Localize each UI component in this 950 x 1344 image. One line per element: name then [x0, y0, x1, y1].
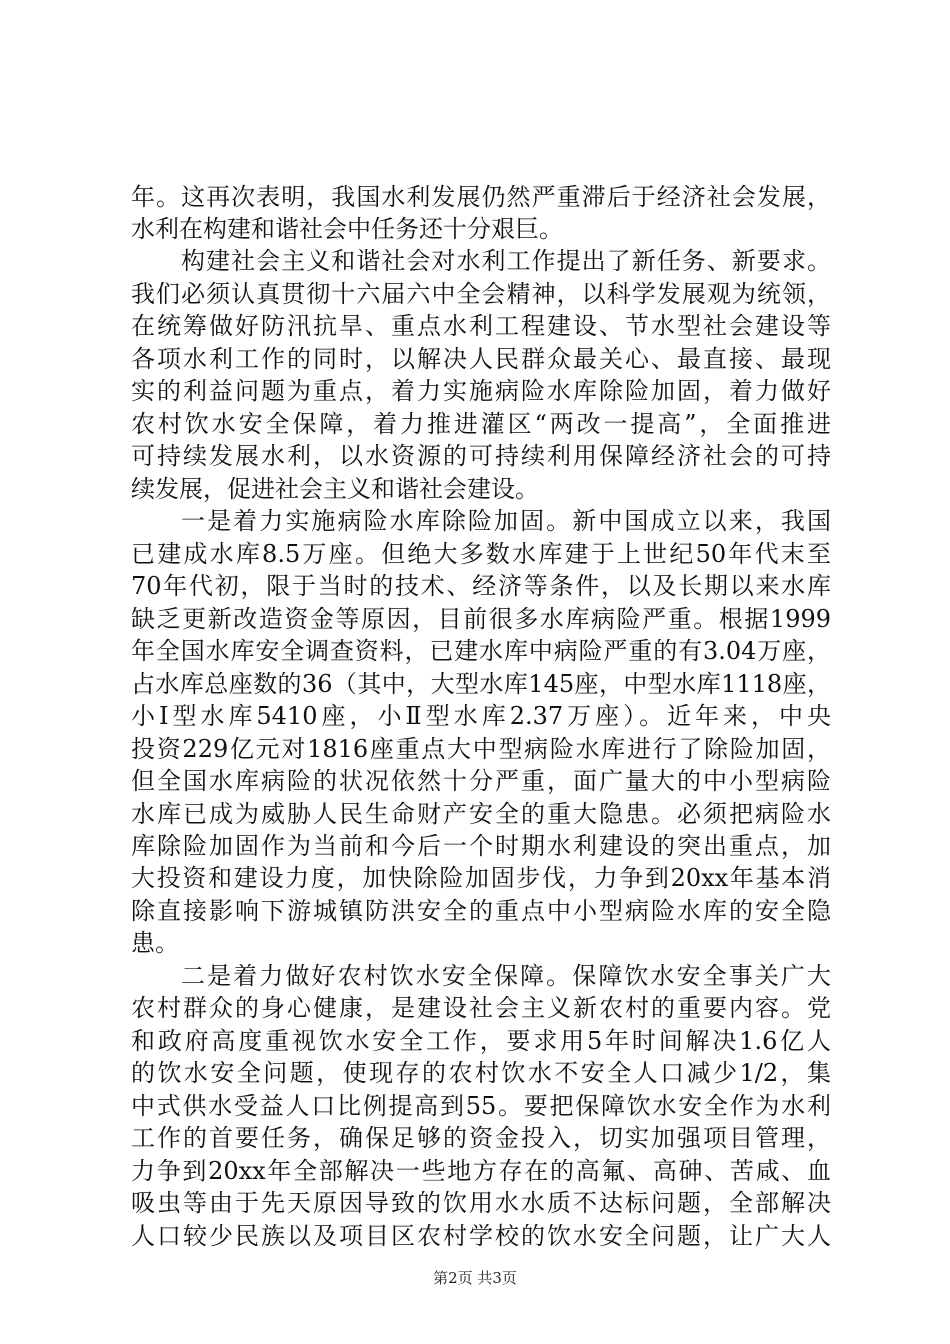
text-line: 缺乏更新改造资金等原因，目前很多水库病险严重。根据1999 — [131, 605, 831, 633]
text-line: 已建成水库8.5万座。但绝大多数水库建于上世纪50年代末至 — [131, 540, 831, 568]
text-line: 的饮水安全问题，使现存的农村饮水不安全人口减少1/2，集 — [131, 1059, 831, 1087]
text-line: 力争到20xx年全部解决一些地方存在的高氟、高砷、苦咸、血 — [131, 1157, 831, 1185]
page-number-footer: 第2页 共3页 — [433, 1269, 517, 1287]
text-line: 吸虫等由于先天原因导致的饮用水水质不达标问题，全部解决 — [131, 1189, 831, 1217]
text-line: 水库已成为威胁人民生命财产安全的重大隐患。必须把病险水 — [131, 800, 831, 828]
text-line: 实的利益问题为重点，着力实施病险水库除险加固，着力做好 — [131, 377, 831, 405]
text-line: 中式供水受益人口比例提高到55。要把保障饮水安全作为水利 — [131, 1092, 831, 1120]
text-line: 农村群众的身心健康，是建设社会主义新农村的重要内容。党 — [131, 994, 831, 1022]
text-line: 年。这再次表明，我国水利发展仍然严重滞后于经济社会发展， — [131, 183, 831, 211]
text-line: 大投资和建设力度，加快除险加固步伐，力争到20xx年基本消 — [131, 864, 831, 892]
paragraph-start-line: 一是着力实施病险水库除险加固。新中国成立以来，我国 — [181, 507, 831, 535]
text-line: 和政府高度重视饮水安全工作，要求用5年时间解决1.6亿人 — [131, 1027, 831, 1055]
text-line: 各项水利工作的同时，以解决人民群众最关心、最直接、最现 — [131, 345, 831, 373]
text-line: 续发展，促进社会主义和谐社会建设。 — [131, 475, 539, 503]
text-line: 工作的首要任务，确保足够的资金投入，切实加强项目管理， — [131, 1124, 831, 1152]
text-line: 患。 — [131, 929, 179, 957]
paragraph-start-line: 构建社会主义和谐社会对水利工作提出了新任务、新要求。 — [181, 247, 831, 275]
text-line: 投资229亿元对1816座重点大中型病险水库进行了除险加固， — [131, 735, 831, 763]
text-line: 农村饮水安全保障，着力推进灌区“两改一提高”，全面推进 — [131, 410, 831, 438]
text-line: 年全国水库安全调查资料，已建水库中病险严重的有3.04万座， — [131, 637, 831, 665]
text-line: 水利在构建和谐社会中任务还十分艰巨。 — [131, 215, 563, 243]
text-line: 但全国水库病险的状况依然十分严重，面广量大的中小型病险 — [131, 767, 831, 795]
text-line: 除直接影响下游城镇防洪安全的重点中小型病险水库的安全隐 — [131, 897, 831, 925]
text-line: 库除险加固作为当前和今后一个时期水利建设的突出重点，加 — [131, 832, 831, 860]
text-line: 在统筹做好防汛抗旱、重点水利工程建设、节水型社会建设等 — [131, 312, 831, 340]
text-line: 占水库总座数的36（其中，大型水库145座，中型水库1118座， — [131, 670, 831, 698]
text-line: 我们必须认真贯彻十六届六中全会精神，以科学发展观为统领， — [131, 280, 831, 308]
text-line: 可持续发展水利，以水资源的可持续利用保障经济社会的可持 — [131, 442, 831, 470]
text-line: 小Ⅰ型水库5410座，小Ⅱ型水库2.37万座）。近年来，中央 — [131, 702, 831, 730]
paragraph-start-line: 二是着力做好农村饮水安全保障。保障饮水安全事关广大 — [181, 962, 831, 990]
text-line: 70年代初，限于当时的技术、经济等条件，以及长期以来水库 — [131, 572, 831, 600]
text-line: 人口较少民族以及项目区农村学校的饮水安全问题，让广大人 — [131, 1222, 831, 1250]
